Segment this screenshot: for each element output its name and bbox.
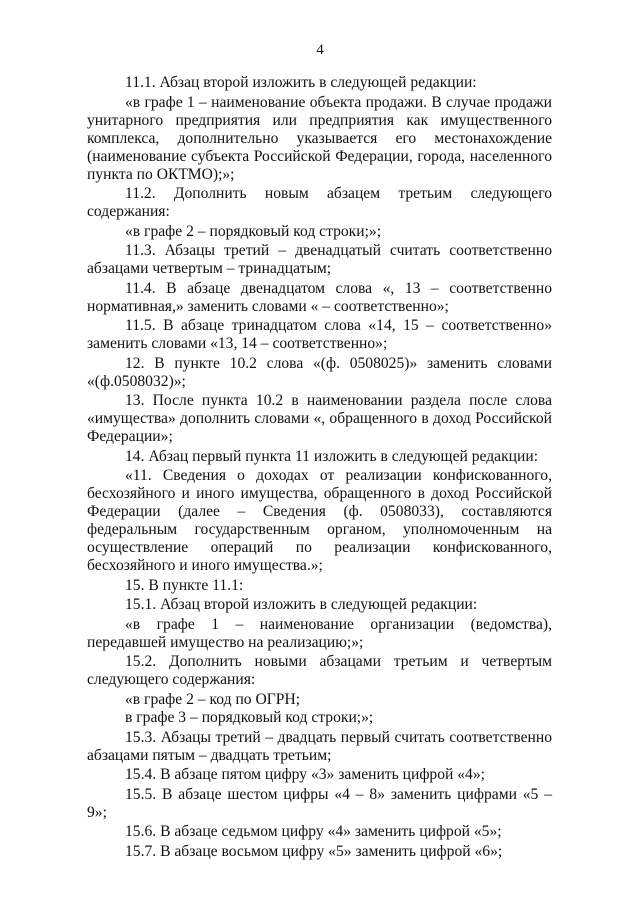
paragraph: 15.7. В абзаце восьмом цифру «5» заменить цифрой «6»;: [125, 842, 503, 860]
paragraph: 11.4. В абзаце двенадцатом слова «, 13 – соответственно нормативная,» заменить словами « – соответственно»;: [87, 279, 552, 315]
paragraph: «в графе 2 – код по ОГРН;: [125, 690, 301, 708]
paragraph: 15.2. Дополнить новыми абзацами третьим и четвертым следующего содержания:: [87, 653, 552, 688]
paragraph: 14. Абзац первый пункта 11 изложить в следующей редакции:: [125, 447, 539, 465]
paragraph: 11.3. Абзацы третий – двенадцатый считать соответственно абзацами четвертым – тринадцатым;: [87, 242, 552, 277]
paragraph: 11.5. В абзаце тринадцатом слова «14, 15 – соответственно» заменить словами «13, 14 – соответственно»;: [87, 317, 552, 352]
paragraph: 15.3. Абзацы третий – двадцать первый считать соответственно абзацами пятым – двадцать третьим;: [87, 728, 552, 764]
paragraph: 12. В пункте 10.2 слова «(ф. 0508025)» заменить словами «(ф.0508032)»;: [87, 354, 552, 390]
paragraph: 11.1. Абзац второй изложить в следующей редакции:: [125, 74, 477, 91]
paragraph: «в графе 1 – наименование организации (ведомства), передавшей имущество на реализацию;»;: [87, 615, 552, 651]
paragraph: в графе 3 – порядковый код строки;»;: [125, 709, 374, 726]
paragraph: 15.6. В абзаце седьмом цифру «4» заменить цифрой «5»;: [125, 823, 502, 840]
paragraph: 15.1. Абзац второй изложить в следующей редакции:: [125, 596, 478, 613]
paragraph: 13. После пункта 10.2 в наименовании раздела после слова «имущества» дополнить словами «, обращенного в доход Российской Федерации»;: [87, 392, 552, 445]
paragraph: «в графе 1 – наименование объекта продажи. В случае продажи унитарного предприятия или предприятия как имущественного комплекса, дополнительно указывается его местонахождение (наименование субъекта Российской Федерации, города, населенного пункта по ОКТМО);»;: [87, 93, 552, 183]
paragraph: 15.4. В абзаце пятом цифру «3» заменить цифрой «4»;: [125, 766, 485, 783]
document-body: [87, 74, 552, 862]
paragraph: 11.2. Дополнить новым абзацем третьим следующего содержания:: [87, 185, 552, 220]
paragraph: «11. Сведения о доходах от реализации конфискованного, бесхозяйного и иного имущества, обращенного в доход Российской Федерации (далее – Сведения (ф. 0508033), составляются федеральным государственным органом, уполномоченным на осуществление операций по реализации конфискованного, бесхозяйного и иного имущества.»;: [87, 467, 552, 574]
page-number: 4: [316, 42, 324, 58]
paragraph: «в графе 2 – порядковый код строки;»;: [125, 222, 382, 240]
paragraph: 15. В пункте 11.1:: [125, 576, 244, 594]
paragraph: 15.5. В абзаце шестом цифры «4 – 8» заменить цифрами «5 – 9»;: [87, 785, 552, 821]
